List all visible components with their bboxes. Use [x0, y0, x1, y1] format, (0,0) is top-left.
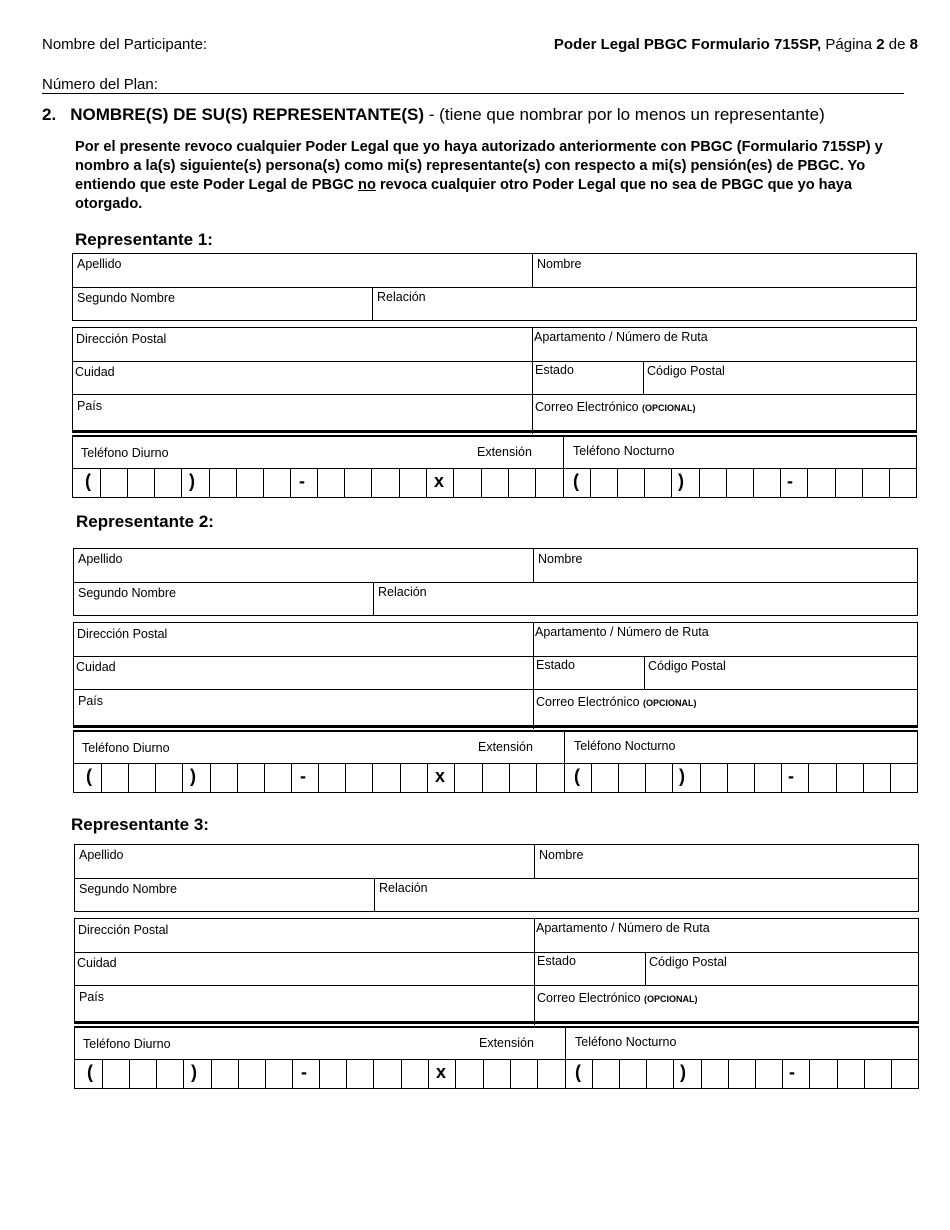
rep-2-direccion-field[interactable]: Dirección Postal [77, 627, 168, 641]
rep-1-night-line-digit[interactable] [807, 468, 834, 497]
rep-2-day-prefix-digit[interactable] [237, 763, 264, 792]
page-total: 8 [909, 36, 918, 53]
rep-1-correo-field[interactable] [535, 400, 696, 414]
rep-1-tel-diurno-label: Teléfono Diurno [81, 446, 169, 460]
rep-2-night-open-paren: ( [574, 766, 580, 786]
rep-3-night-prefix-digit[interactable] [701, 1059, 728, 1088]
rep-1-night-prefix-digit[interactable] [780, 468, 807, 497]
rep-1-night-line-digit[interactable] [835, 468, 862, 497]
rep-3-extension-label: Extensión [479, 1036, 534, 1050]
rep-2-extension-digit[interactable] [509, 763, 536, 792]
rep-3-estado-field[interactable]: Estado [537, 954, 576, 968]
rep-2-day-area-digit[interactable] [101, 763, 128, 792]
rep-2-day-close-paren: ) [190, 766, 196, 786]
rep-3-night-prefix-digit[interactable] [728, 1059, 755, 1088]
rep-2-night-line-digit[interactable] [890, 763, 917, 792]
rep-1-extension-digit[interactable] [453, 468, 480, 497]
rep-3-ext-x: x [436, 1062, 447, 1082]
rep-2-ext-x: x [435, 766, 446, 786]
rep-2-correo-label: Correo Electrónico [536, 695, 640, 709]
page-of: de [888, 36, 906, 53]
rep-2-night-line-digit[interactable] [808, 763, 835, 792]
rep-3-day-prefix-digit[interactable] [211, 1059, 238, 1088]
rep-2-night-area-digit[interactable] [591, 763, 618, 792]
rep-3-phone-row [74, 1027, 919, 1089]
rep-3-night-prefix-digit[interactable] [782, 1059, 809, 1088]
rep-3-night-line-digit[interactable] [837, 1059, 864, 1088]
rep-3-extension-digit[interactable] [510, 1059, 537, 1088]
rep-2-day-line-digit[interactable] [400, 763, 427, 792]
rep-1-ciudad-field[interactable]: Cuidad [75, 365, 115, 379]
rep-3-opcional-label: (OPCIONAL) [644, 994, 698, 1004]
rep-3-night-area-digit[interactable] [592, 1059, 619, 1088]
rep-3-extension-digit[interactable] [483, 1059, 510, 1088]
rep-1-extension-digit[interactable] [535, 468, 562, 497]
rep-1-day-line-digit[interactable] [317, 468, 344, 497]
rep-2-nombre-field[interactable]: Nombre [538, 552, 583, 566]
rep-2-correo-field[interactable] [536, 695, 697, 709]
rep-2-night-line-digit[interactable] [863, 763, 890, 792]
rep-3-night-open-paren: ( [575, 1062, 581, 1082]
rep-1-day-prefix-digit[interactable] [236, 468, 263, 497]
rep-1-ext-x: x [434, 471, 445, 491]
rep-3-night-area-digit[interactable] [619, 1059, 646, 1088]
rep-2-night-prefix-digit[interactable] [700, 763, 727, 792]
rep-2-codigo-postal-field[interactable]: Código Postal [648, 659, 726, 673]
rep-3-day-close-paren: ) [191, 1062, 197, 1082]
rep-3-apellido-field[interactable]: Apellido [79, 848, 124, 862]
rep-3-night-line-digit[interactable] [864, 1059, 891, 1088]
rep-1-night-line-digit[interactable] [889, 468, 916, 497]
rep-3-nombre-field[interactable]: Nombre [539, 848, 584, 862]
rep-1-relacion-field[interactable]: Relación [377, 290, 426, 304]
rep-1-correo-label: Correo Electrónico [535, 400, 639, 414]
rep-1-day-open-paren: ( [85, 471, 91, 491]
rep-3-name-box [74, 844, 919, 912]
section-title-note: - (tiene que nombrar por lo menos un representante) [428, 105, 825, 124]
rep-3-day-line-digit[interactable] [346, 1059, 373, 1088]
rep-2-night-line-digit[interactable] [836, 763, 863, 792]
rep-1-apartamento-field[interactable]: Apartamento / Número de Ruta [534, 330, 708, 344]
rep-2-day-prefix-digit[interactable] [210, 763, 237, 792]
rep-1-extension-digit[interactable] [508, 468, 535, 497]
rep-3-night-prefix-digit[interactable] [755, 1059, 782, 1088]
rep-2-night-area-digit[interactable] [645, 763, 672, 792]
rep-3-day-line-digit[interactable] [373, 1059, 400, 1088]
rep-1-night-open-paren: ( [573, 471, 579, 491]
rep-3-night-area-digit[interactable] [646, 1059, 673, 1088]
rep-3-night-close-paren: ) [680, 1062, 686, 1082]
rep-1-codigo-postal-field[interactable]: Código Postal [647, 364, 725, 378]
rep-3-day-prefix-digit[interactable] [238, 1059, 265, 1088]
intro-part1: Por el presente revoco cualquier Poder Legal que yo haya autorizado anteriormente con PBGC (Formulario 715SP) y nombro a la(s) siguiente(s) persona(s) como mi(s) representante(s) con respecto a mi(s) pensión(es) de PBGC. Yo entiendo que este Poder Legal de PBGC [75, 139, 883, 193]
rep-1-night-prefix-digit[interactable] [753, 468, 780, 497]
rep-3-day-prefix-digit[interactable] [265, 1059, 292, 1088]
rep-2-address-box [73, 622, 918, 728]
rep-3-extension-digit[interactable] [537, 1059, 564, 1088]
rep-3-codigo-postal-field[interactable]: Código Postal [649, 955, 727, 969]
rep-2-night-prefix-digit[interactable] [781, 763, 808, 792]
rep-2-block [73, 548, 918, 793]
rep-2-apartamento-field[interactable]: Apartamento / Número de Ruta [535, 625, 709, 639]
rep-1-opcional-label: (OPCIONAL) [642, 403, 696, 413]
section-title-bold: NOMBRE(S) DE SU(S) REPRESENTANTE(S) [70, 105, 425, 124]
rep-1-day-line-digit[interactable] [399, 468, 426, 497]
rep-3-direccion-field[interactable]: Dirección Postal [78, 923, 169, 937]
page-current: 2 [876, 36, 885, 53]
intro-part2: revoca cualquier otro Poder Legal que no sea de PBGC que yo haya otorgado. [75, 177, 852, 212]
rep-2-name-box [73, 548, 918, 616]
rep-3-apartamento-field[interactable]: Apartamento / Número de Ruta [536, 921, 710, 935]
rep-1-pais-field[interactable]: País [77, 399, 103, 413]
rep-2-day-prefix-digit[interactable] [264, 763, 291, 792]
form-title: Poder Legal PBGC Formulario 715SP, [553, 36, 822, 53]
rep-3-day-line-digit[interactable] [401, 1059, 428, 1088]
rep-1-night-dash: - [787, 471, 793, 491]
rep-1-estado-field[interactable]: Estado [535, 363, 574, 377]
rep-1-apellido-field[interactable]: Apellido [77, 257, 122, 271]
rep-2-night-dash: - [788, 766, 794, 786]
rep-2-day-line-digit[interactable] [372, 763, 399, 792]
rep-1-day-prefix-digit[interactable] [209, 468, 236, 497]
rep-3-pais-field[interactable]: País [79, 990, 105, 1004]
rep-3-night-area-digit[interactable] [673, 1059, 700, 1088]
rep-1-night-prefix-digit[interactable] [726, 468, 753, 497]
rep-3-night-dash: - [789, 1062, 795, 1082]
rep-1-day-dash: - [299, 471, 305, 491]
rep-3-relacion-field[interactable]: Relación [379, 881, 428, 895]
rep-2-day-area-digit[interactable] [155, 763, 182, 792]
rep-2-relacion-field[interactable]: Relación [378, 585, 427, 599]
rep-1-segundo-nombre-field[interactable]: Segundo Nombre [77, 291, 175, 305]
rep-3-address-box [74, 918, 919, 1024]
header-divider [42, 93, 904, 94]
rep-2-day-area-digit[interactable] [128, 763, 155, 792]
rep-1-title: Representante 1: [75, 230, 213, 249]
rep-2-tel-diurno-label: Teléfono Diurno [82, 741, 170, 755]
rep-2-night-prefix-digit[interactable] [754, 763, 781, 792]
rep-3-day-line-digit[interactable] [319, 1059, 346, 1088]
rep-1-day-close-paren: ) [189, 471, 195, 491]
rep-2-night-area-digit[interactable] [618, 763, 645, 792]
rep-1-extension-label: Extensión [477, 445, 532, 459]
rep-1-night-area-digit[interactable] [671, 468, 698, 497]
intro-underlined: no [358, 177, 376, 193]
rep-2-night-close-paren: ) [679, 766, 685, 786]
rep-1-nombre-field[interactable]: Nombre [537, 257, 582, 271]
rep-1-day-line-digit[interactable] [344, 468, 371, 497]
rep-2-pais-field[interactable]: País [78, 694, 104, 708]
rep-1-day-line-digit[interactable] [371, 468, 398, 497]
rep-3-segundo-nombre-field[interactable]: Segundo Nombre [79, 882, 177, 896]
rep-3-correo-label: Correo Electrónico [537, 991, 641, 1005]
rep-1-night-prefix-digit[interactable] [699, 468, 726, 497]
rep-3-day-area-digit[interactable] [129, 1059, 156, 1088]
rep-3-ciudad-field[interactable]: Cuidad [77, 956, 117, 970]
rep-3-day-dash: - [301, 1062, 307, 1082]
rep-3-day-area-digit[interactable] [156, 1059, 183, 1088]
rep-2-phone-cells [74, 763, 919, 792]
rep-2-apellido-field[interactable]: Apellido [78, 552, 123, 566]
rep-2-opcional-label: (OPCIONAL) [643, 698, 697, 708]
rep-2-phone-row [73, 731, 918, 793]
rep-2-ciudad-field[interactable]: Cuidad [76, 660, 116, 674]
rep-1-address-box [72, 327, 917, 433]
rep-2-day-line-digit[interactable] [345, 763, 372, 792]
rep-3-night-line-digit[interactable] [891, 1059, 918, 1088]
rep-1-night-area-digit[interactable] [590, 468, 617, 497]
rep-2-night-area-digit[interactable] [672, 763, 699, 792]
rep-3-tel-diurno-label: Teléfono Diurno [83, 1037, 171, 1051]
participant-name-label: Nombre del Participante: [42, 36, 208, 53]
rep-3-correo-field[interactable] [537, 991, 698, 1005]
rep-1-tel-nocturno-label: Teléfono Nocturno [573, 444, 675, 458]
section-title [42, 105, 825, 125]
rep-3-day-area-digit[interactable] [102, 1059, 129, 1088]
rep-1-day-area-digit[interactable] [154, 468, 181, 497]
rep-2-night-prefix-digit[interactable] [727, 763, 754, 792]
page-word: Página [825, 36, 873, 53]
rep-2-title: Representante 2: [76, 512, 214, 531]
rep-2-extension-label: Extensión [478, 740, 533, 754]
rep-3-tel-nocturno-label: Teléfono Nocturno [575, 1035, 677, 1049]
rep-3-extension-digit[interactable] [455, 1059, 482, 1088]
rep-1-phone-row [72, 436, 917, 498]
section-number: 2. [42, 105, 57, 124]
rep-1-day-prefix-digit[interactable] [263, 468, 290, 497]
form-page-header [554, 36, 918, 53]
rep-3-block [74, 844, 919, 1089]
rep-2-extension-digit[interactable] [482, 763, 509, 792]
rep-2-extension-digit[interactable] [454, 763, 481, 792]
rep-2-tel-nocturno-label: Teléfono Nocturno [574, 739, 676, 753]
rep-2-day-dash: - [300, 766, 306, 786]
rep-1-night-area-digit[interactable] [617, 468, 644, 497]
intro-paragraph [75, 138, 915, 214]
rep-1-night-area-digit[interactable] [644, 468, 671, 497]
rep-1-name-box [72, 253, 917, 321]
rep-1-night-close-paren: ) [678, 471, 684, 491]
rep-1-direccion-field[interactable]: Dirección Postal [76, 332, 167, 346]
rep-2-estado-field[interactable]: Estado [536, 658, 575, 672]
plan-number-label: Número del Plan: [42, 76, 158, 93]
rep-2-day-line-digit[interactable] [318, 763, 345, 792]
rep-3-day-open-paren: ( [87, 1062, 93, 1082]
rep-2-day-open-paren: ( [86, 766, 92, 786]
rep-3-title: Representante 3: [71, 815, 209, 834]
rep-3-night-line-digit[interactable] [809, 1059, 836, 1088]
rep-1-phone-cells [73, 468, 918, 497]
rep-2-segundo-nombre-field[interactable]: Segundo Nombre [78, 586, 176, 600]
rep-3-phone-cells [75, 1059, 920, 1088]
rep-1-block [72, 253, 917, 498]
rep-1-night-line-digit[interactable] [862, 468, 889, 497]
rep-2-extension-digit[interactable] [536, 763, 563, 792]
rep-1-day-area-digit[interactable] [100, 468, 127, 497]
rep-1-extension-digit[interactable] [481, 468, 508, 497]
rep-1-day-area-digit[interactable] [127, 468, 154, 497]
